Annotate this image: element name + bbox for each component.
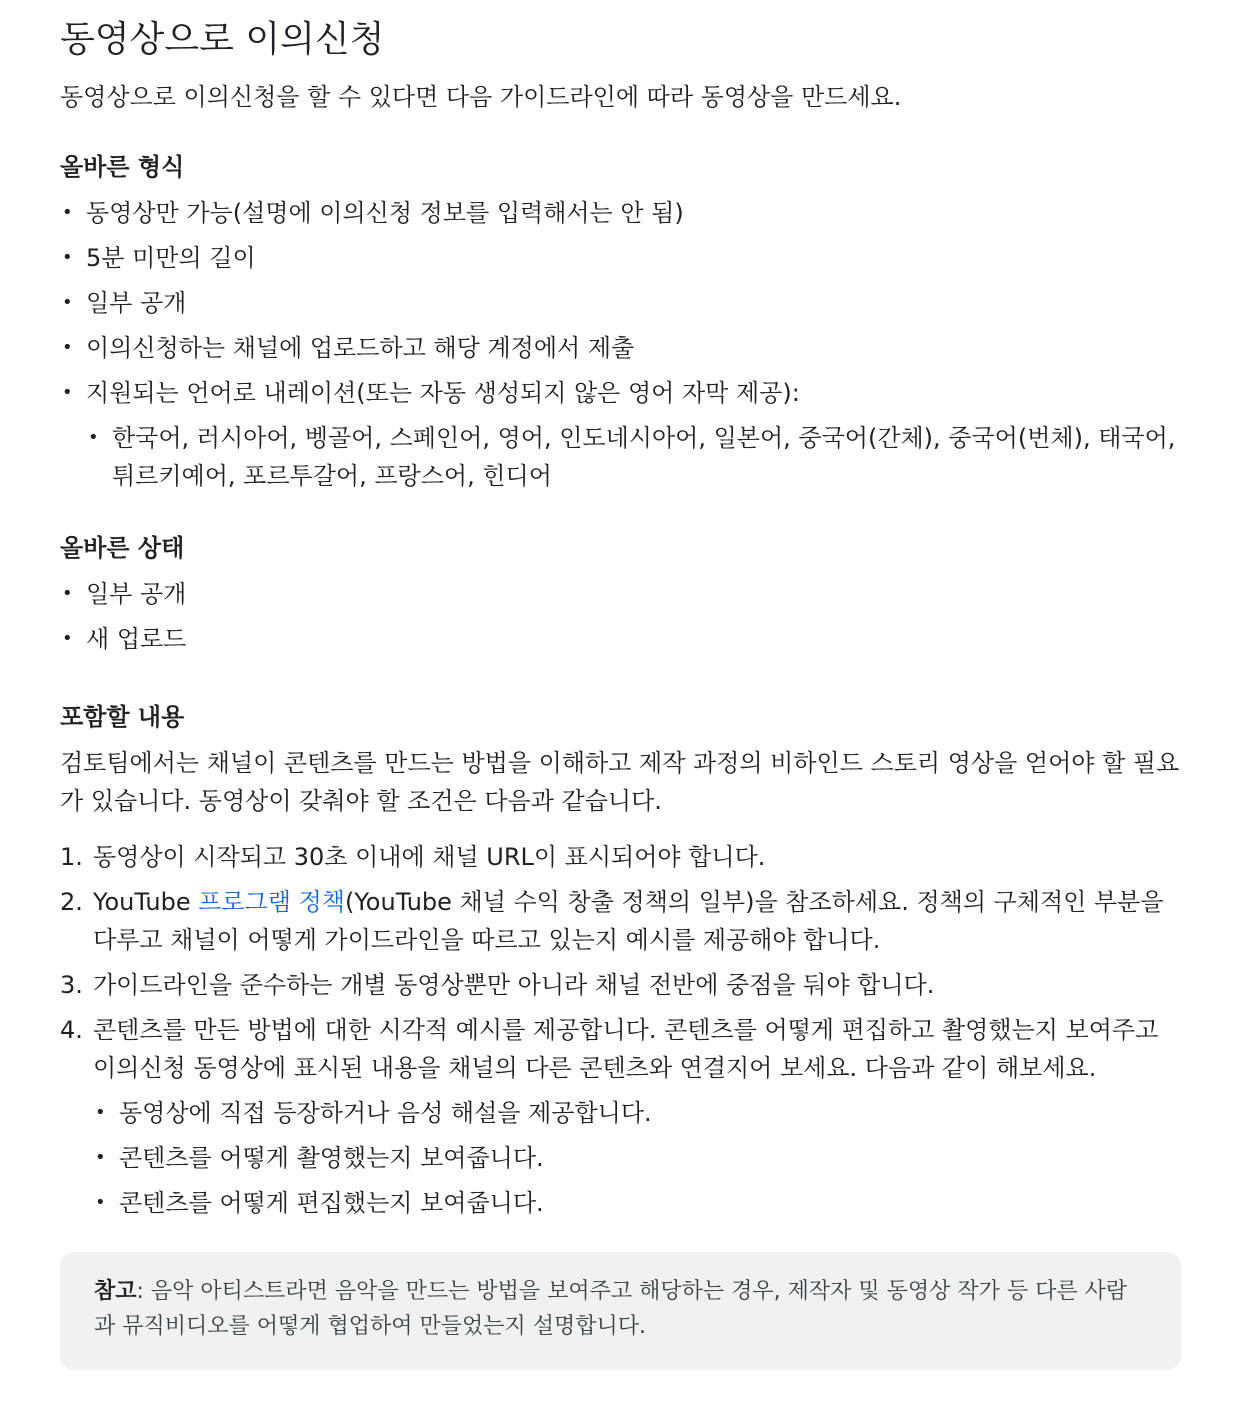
step-text: 가이드라인을 준수하는 개별 동영상뿐만 아니라 채널 전반에 중점을 둬야 합니다. [93,971,935,999]
step-text: 콘텐츠를 만든 방법에 대한 시각적 예시를 제공합니다. 콘텐츠를 어떻게 편집하고 촬영했는지 보여주고 이의신청 동영상에 표시된 내용을 채널의 다른 콘텐츠와 연결지어 보세요. 다음과 같이 해보세요. [93,1016,1159,1082]
step-number: 2. [60,888,83,916]
content-heading: 포함할 내용 [60,703,185,731]
status-section [60,529,1181,658]
page-title: 동영상으로 이의신청 [60,19,385,60]
step-item [60,838,1181,876]
list-item: • 5분 미만의 길이 [60,239,1181,277]
list-item: • 동영상에 직접 등장하거나 음성 해설을 제공합니다. [93,1094,1181,1132]
content-paragraph: 검토팀에서는 채널이 콘텐츠를 만드는 방법을 이해하고 제작 과정의 비하인드 스토리 영상을 얻어야 할 필요가 있습니다. 동영상이 갖춰야 할 조건은 다음과 같습니다. [60,749,1180,815]
list-item [60,374,1181,495]
format-section [60,148,1181,495]
step-number: 1. [60,843,83,871]
list-item: • 새 업로드 [60,620,1181,658]
list-item: • 동영상만 가능(설명에 이의신청 정보를 입력해서는 안 됨) [60,194,1181,232]
step-number: 3. [60,971,83,999]
note-label: 참고 [94,1279,137,1304]
list-item-text: 지원되는 언어로 내레이션(또는 자동 생성되지 않은 영어 자막 제공): [86,379,800,407]
step-text: 동영상이 시작되고 30초 이내에 채널 URL이 표시되어야 합니다. [93,843,766,871]
step-sublist [93,1094,1181,1222]
note-text: : 음악 아티스트라면 음악을 만드는 방법을 보여주고 해당하는 경우, 제작자 및 동영상 작가 등 다른 사람과 뮤직비디오를 어떻게 협업하여 만들었는지 설명합니다. [94,1279,1128,1339]
step-item [60,966,1181,1004]
status-list [60,575,1181,658]
list-item: • 콘텐츠를 어떻게 촬영했는지 보여줍니다. [93,1139,1181,1177]
list-item: • 이의신청하는 채널에 업로드하고 해당 계정에서 제출 [60,329,1181,367]
format-list [60,194,1181,495]
step-item [60,1011,1181,1222]
step-item [60,883,1181,959]
intro-paragraph: 동영상으로 이의신청을 할 수 있다면 다음 가이드라인에 따라 동영상을 만드세요. [60,83,902,111]
program-policy-link[interactable]: 프로그램 정책 [198,888,345,916]
list-item: • 일부 공개 [60,284,1181,322]
language-list-item: • 한국어, 러시아어, 벵골어, 스페인어, 영어, 인도네시아어, 일본어, 중국어(간체), 중국어(번체), 태국어, 튀르키예어, 포르투갈어, 프랑스어, 힌디어 [86,419,1181,495]
steps-list [60,838,1181,1222]
content-section [60,698,1181,1222]
note-box [60,1252,1181,1370]
step-text-prefix: YouTube [93,888,199,916]
step-text-suffix: (YouTube 채널 수익 창출 정책의 일부)을 참조하세요. 정책의 구체적인 부분을 다루고 채널이 어떻게 가이드라인을 따르고 있는지 예시를 제공해야 합니다. [93,888,1164,954]
step-number: 4. [60,1016,83,1044]
list-item: • 콘텐츠를 어떻게 편집했는지 보여줍니다. [93,1184,1181,1222]
list-item: • 일부 공개 [60,575,1181,613]
language-sublist [86,419,1181,495]
status-heading: 올바른 상태 [60,534,185,562]
format-heading: 올바른 형식 [60,153,185,181]
